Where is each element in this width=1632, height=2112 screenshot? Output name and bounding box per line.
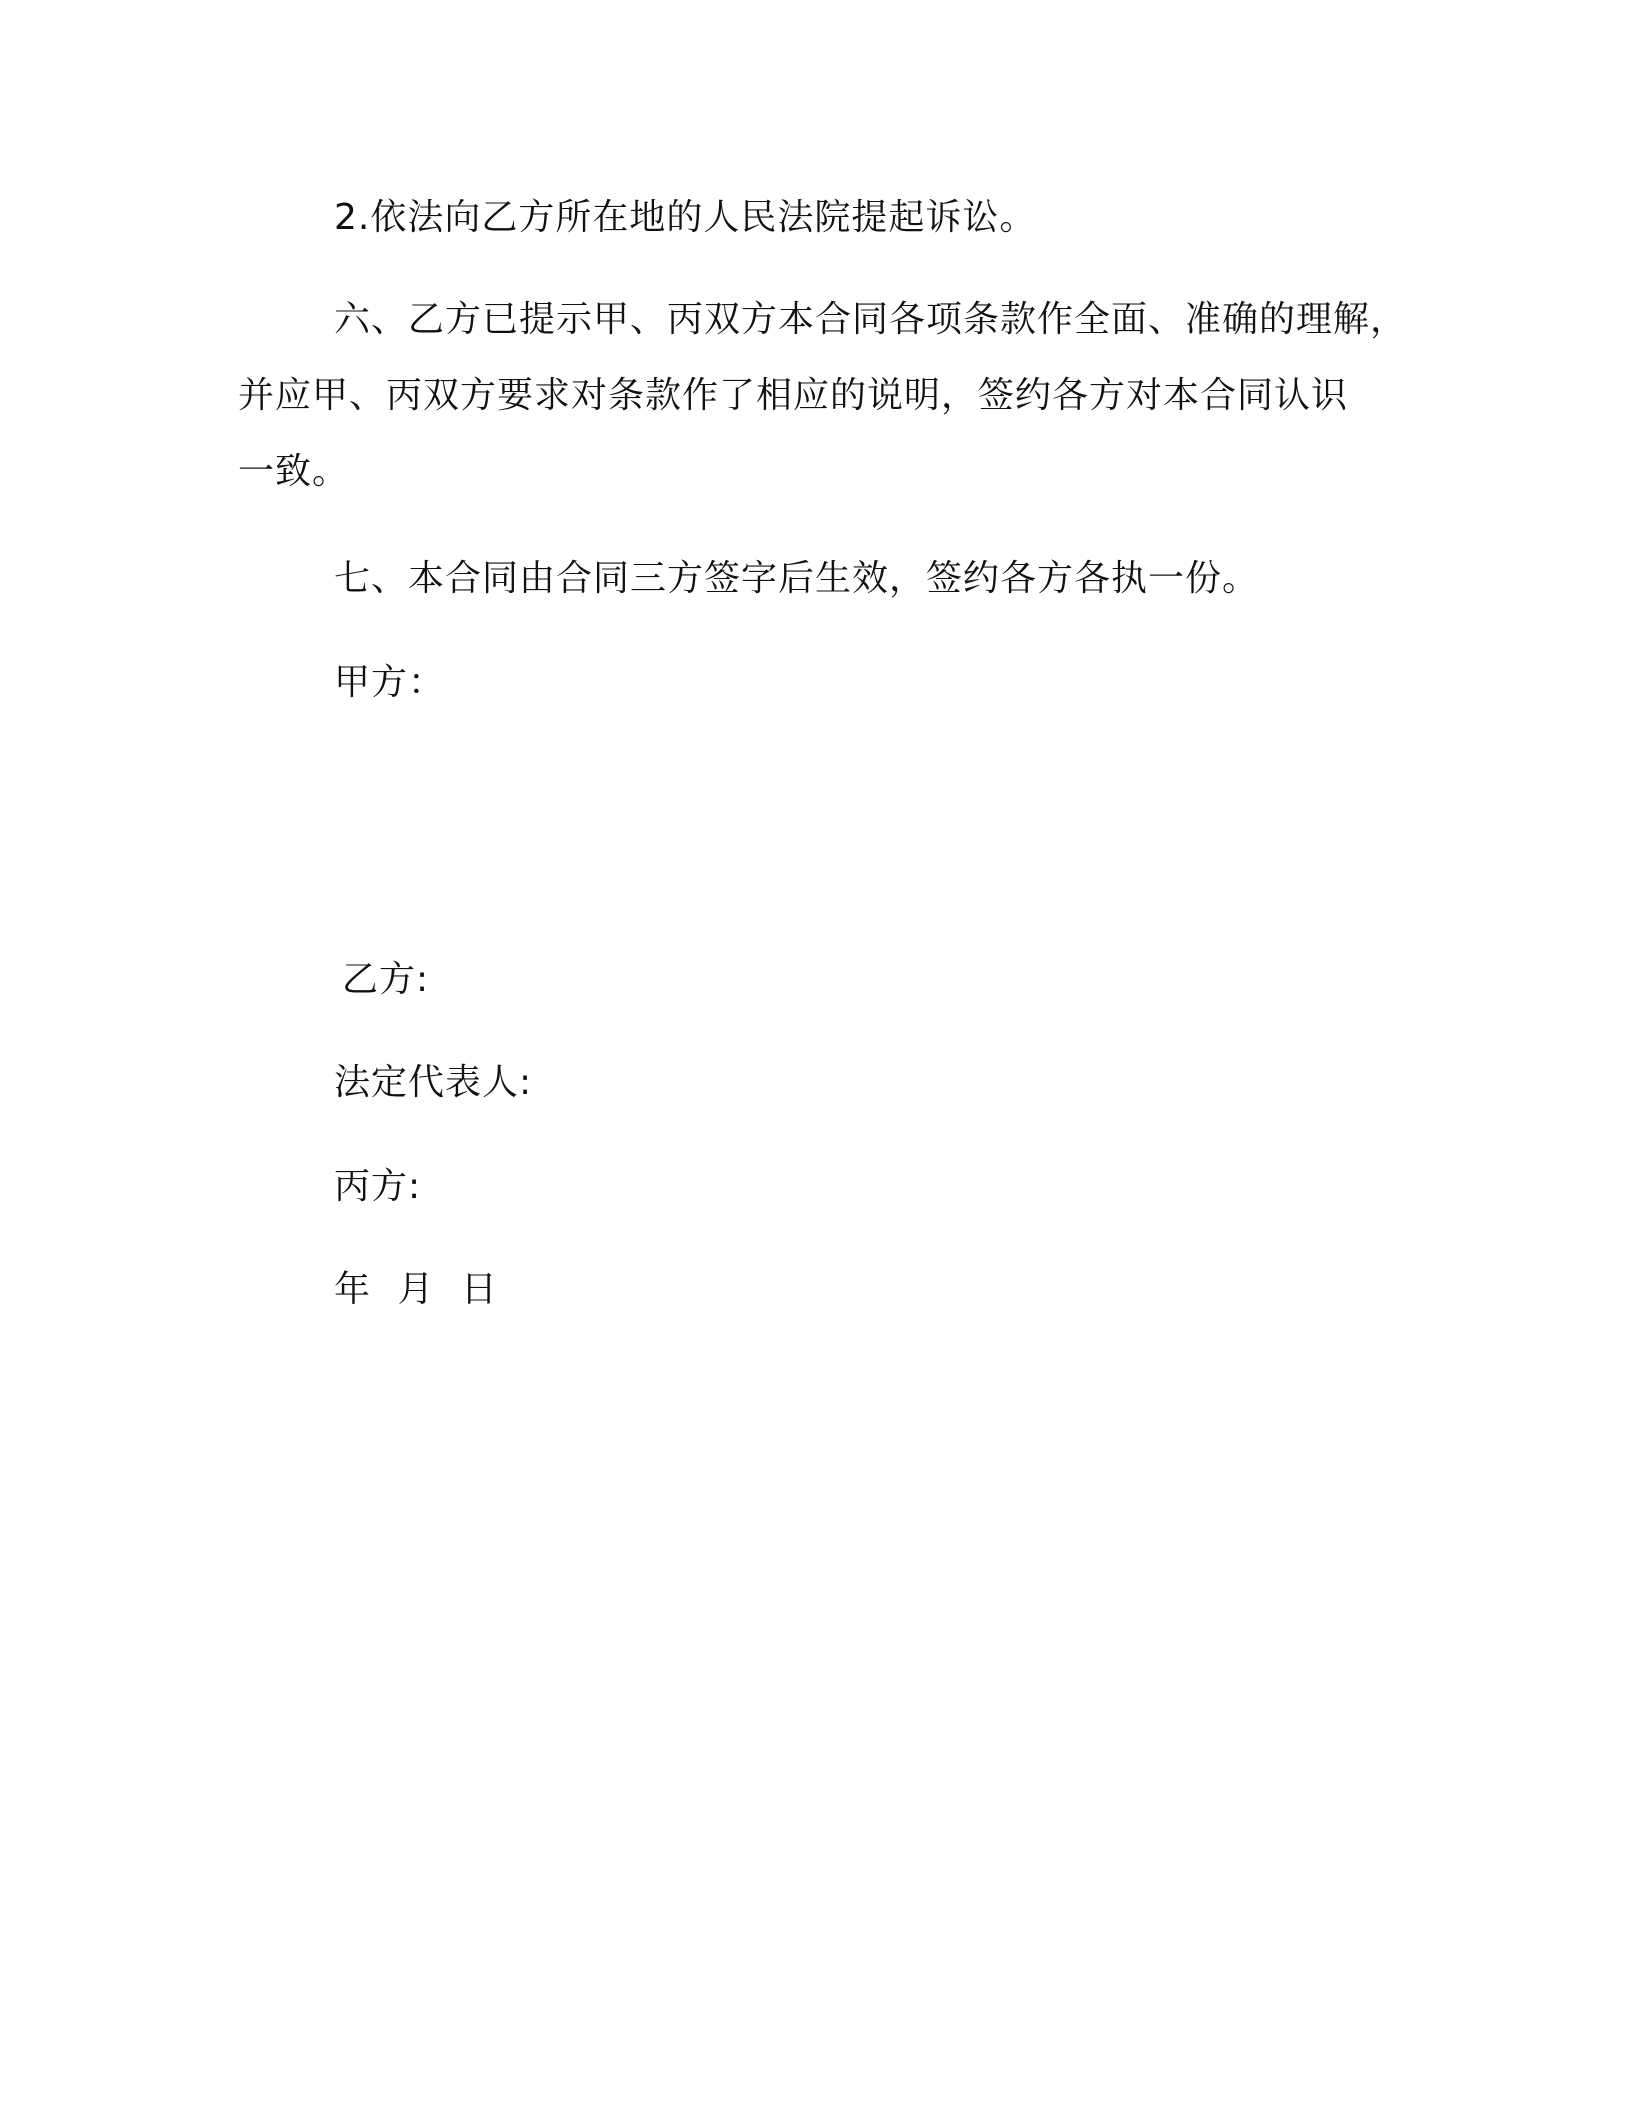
clause-six-line-2: 并应甲、丙双方要求对条款作了相应的说明，签约各方对本合同认识	[238, 375, 1349, 416]
clause-six-line-1: 六、乙方已提示甲、丙双方本合同各项条款作全面、准确的理解，	[334, 299, 1408, 340]
date-line: 年 月 日	[334, 1269, 505, 1310]
clause-seven: 七、本合同由合同三方签字后生效，签约各方各执一份。	[334, 558, 1260, 599]
party-b-label: 乙方:	[342, 959, 430, 1000]
party-c-label: 丙方:	[334, 1166, 422, 1207]
party-a-label: 甲方：	[334, 662, 446, 703]
clause-2-item: 2.依法向乙方所在地的人民法院提起诉讼。	[334, 197, 1037, 238]
legal-representative-label: 法定代表人:	[334, 1062, 533, 1103]
clause-six-line-3: 一致。	[238, 451, 350, 492]
